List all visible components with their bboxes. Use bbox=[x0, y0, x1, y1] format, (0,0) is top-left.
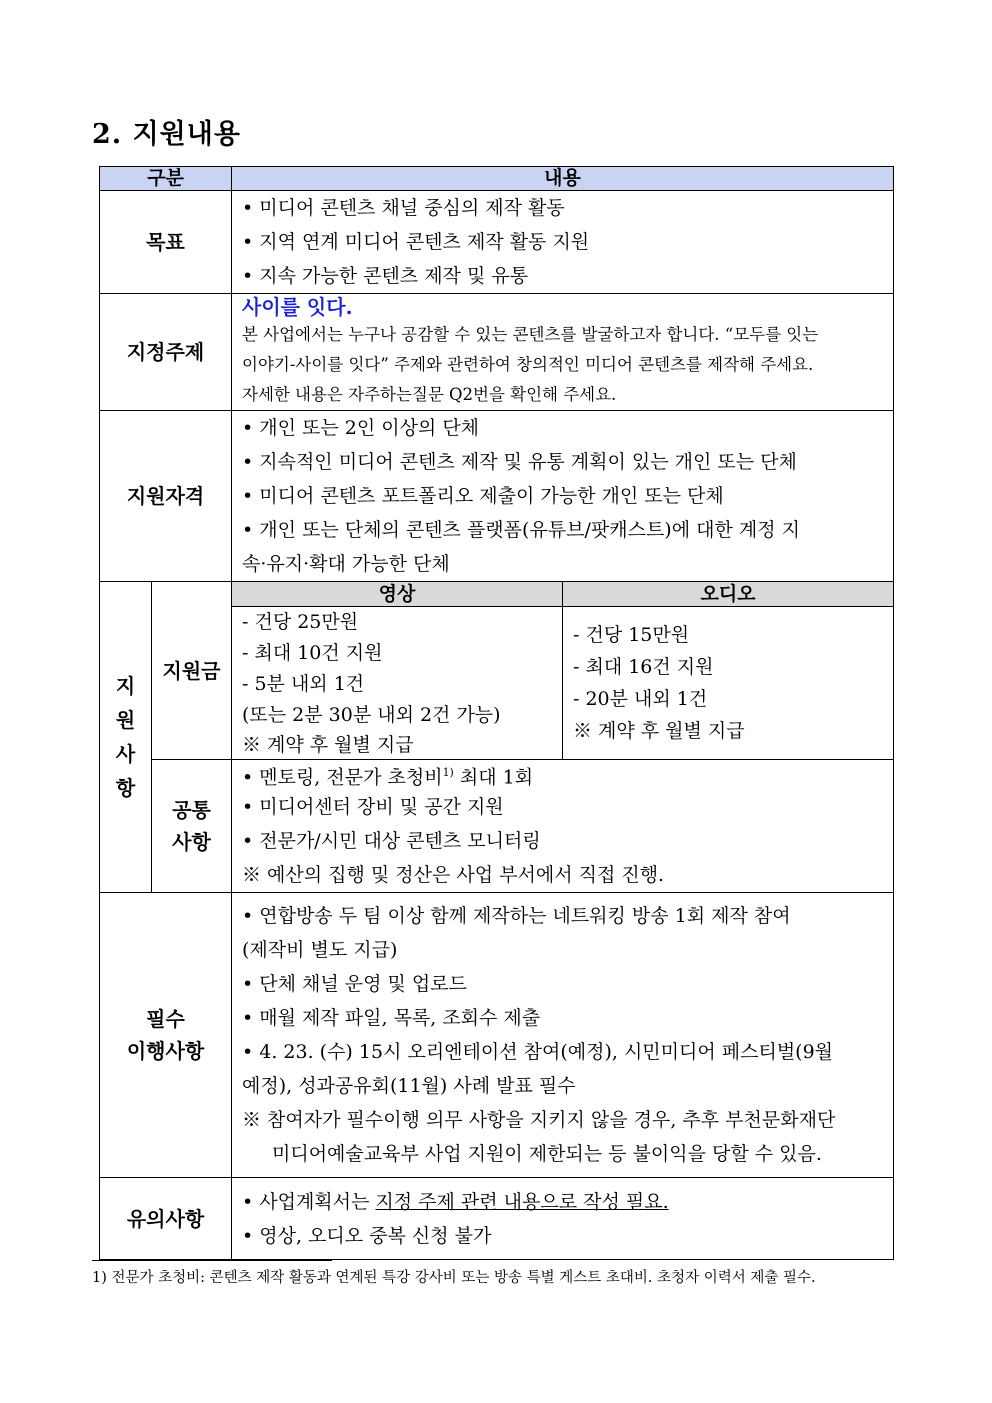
required-label bbox=[100, 893, 232, 1178]
support-table bbox=[99, 166, 894, 1260]
eligibility-row bbox=[100, 411, 894, 582]
eligibility-label: 지원자격 bbox=[100, 411, 232, 582]
common-label bbox=[152, 760, 232, 893]
common-item bbox=[242, 760, 885, 790]
goal-content bbox=[232, 191, 894, 294]
notes-label: 유의사항 bbox=[100, 1178, 232, 1260]
grant-header-row bbox=[100, 582, 894, 607]
common-label-line: 공통 bbox=[172, 798, 211, 822]
eligibility-item: • 지속적인 미디어 콘텐츠 제작 및 유통 계획이 있는 개인 또는 단체 bbox=[242, 451, 797, 473]
audio-content bbox=[563, 607, 894, 760]
common-item-tail: 최대 1회 bbox=[453, 766, 534, 789]
eligibility-item: 속·유지·확대 가능한 단체 bbox=[242, 553, 450, 575]
video-header: 영상 bbox=[232, 582, 563, 607]
goal-item: • 미디어 콘텐츠 채널 중심의 제작 활동 bbox=[242, 197, 565, 219]
eligibility-item: • 개인 또는 단체의 콘텐츠 플랫폼(유튜브/팟캐스트)에 대한 계정 지 bbox=[242, 519, 800, 541]
audio-item: - 20분 내외 1건 bbox=[573, 688, 708, 710]
support-label bbox=[100, 582, 152, 893]
notes-item-underlined: 지정 주제 관련 내용으로 작성 필요. bbox=[375, 1190, 669, 1213]
notes-item-text: • 사업계획서는 bbox=[242, 1190, 376, 1213]
theme-headline: 사이를 잇다. bbox=[242, 295, 353, 319]
support-label-char: 항 bbox=[115, 776, 136, 800]
section-title: 2. 지원내용 bbox=[92, 119, 241, 150]
common-item-text: • 멘토링, 전문가 초청비 bbox=[242, 766, 443, 789]
common-row bbox=[100, 760, 894, 893]
goal-row bbox=[100, 191, 894, 294]
required-item: • 단체 채널 운영 및 업로드 bbox=[242, 973, 467, 995]
common-item: • 미디어센터 장비 및 공간 지원 bbox=[242, 796, 504, 818]
common-item: • 전문가/시민 대상 콘텐츠 모니터링 bbox=[242, 830, 541, 852]
required-item: • 연합방송 두 팀 이상 함께 제작하는 네트워킹 방송 1회 제작 참여 bbox=[242, 905, 791, 927]
notes-item bbox=[242, 1185, 885, 1219]
theme-label: 지정주제 bbox=[100, 294, 232, 411]
common-label-line: 사항 bbox=[172, 830, 211, 854]
required-content bbox=[232, 893, 894, 1178]
video-content bbox=[232, 607, 563, 760]
theme-body-line: 본 사업에서는 누구나 공감할 수 있는 콘텐츠를 발굴하고자 합니다. “모두를 잇는 bbox=[242, 325, 819, 344]
required-item: ※ 참여자가 필수이행 의무 사항을 지키지 않을 경우, 추후 부천문화재단 bbox=[242, 1109, 836, 1131]
required-item: • 매월 제작 파일, 목록, 조회수 제출 bbox=[242, 1007, 541, 1029]
support-label-char: 사 bbox=[115, 742, 136, 766]
video-item: - 건당 25만원 bbox=[242, 611, 359, 633]
header-content: 내용 bbox=[232, 167, 894, 191]
eligibility-item: • 개인 또는 2인 이상의 단체 bbox=[242, 417, 480, 439]
required-item: 미디어예술교육부 사업 지원이 제한되는 등 불이익을 당할 수 있음. bbox=[272, 1143, 822, 1165]
table-header-row bbox=[100, 167, 894, 191]
audio-item: - 건당 15만원 bbox=[573, 624, 690, 646]
theme-body-line: 이야기-사이를 잇다” 주제와 관련하여 창의적인 미디어 콘텐츠를 제작해 주세요. bbox=[242, 355, 814, 374]
theme-content bbox=[232, 294, 894, 411]
support-label-char: 지 bbox=[115, 674, 136, 698]
eligibility-item: • 미디어 콘텐츠 포트폴리오 제출이 가능한 개인 또는 단체 bbox=[242, 485, 724, 507]
required-item: (제작비 별도 지급) bbox=[242, 939, 398, 961]
required-item: • 4. 23. (수) 15시 오리엔테이션 참여(예정), 시민미디어 페스티벌(9월 bbox=[242, 1041, 834, 1063]
video-item: (또는 2분 30분 내외 2건 가능) bbox=[242, 704, 501, 726]
footnote-divider bbox=[92, 1260, 332, 1261]
goal-label: 목표 bbox=[100, 191, 232, 294]
goal-item: • 지속 가능한 콘텐츠 제작 및 유통 bbox=[242, 265, 529, 287]
grant-label: 지원금 bbox=[152, 582, 232, 760]
required-item: 예정), 성과공유회(11월) 사례 발표 필수 bbox=[242, 1075, 576, 1097]
video-item: - 최대 10건 지원 bbox=[242, 642, 383, 664]
audio-item: ※ 계약 후 월별 지급 bbox=[573, 720, 745, 742]
eligibility-content bbox=[232, 411, 894, 582]
video-item: - 5분 내외 1건 bbox=[242, 673, 365, 695]
notes-content bbox=[232, 1178, 894, 1260]
header-category: 구분 bbox=[100, 167, 232, 191]
footnote-marker: 1) bbox=[442, 766, 454, 779]
video-item: ※ 계약 후 월별 지급 bbox=[242, 734, 414, 756]
notes-item: • 영상, 오디오 중복 신청 불가 bbox=[242, 1224, 492, 1247]
notes-row bbox=[100, 1178, 894, 1260]
theme-body-line: 자세한 내용은 자주하는질문 Q2번을 확인해 주세요. bbox=[242, 385, 617, 404]
required-label-line: 이행사항 bbox=[126, 1039, 205, 1063]
theme-row bbox=[100, 294, 894, 411]
required-label-line: 필수 bbox=[146, 1007, 185, 1031]
support-label-char: 원 bbox=[115, 708, 136, 732]
common-item: ※ 예산의 집행 및 정산은 사업 부서에서 직접 진행. bbox=[242, 864, 665, 886]
goal-item: • 지역 연계 미디어 콘텐츠 제작 활동 지원 bbox=[242, 231, 590, 253]
audio-header: 오디오 bbox=[563, 582, 894, 607]
required-row bbox=[100, 893, 894, 1178]
footnote: 1) 전문가 초청비: 콘텐츠 제작 활동과 연계된 특강 강사비 또는 방송 특별 게스트 초대비. 초청자 이력서 제출 필수. bbox=[92, 1270, 816, 1286]
common-content bbox=[232, 760, 894, 893]
audio-item: - 최대 16건 지원 bbox=[573, 656, 714, 678]
